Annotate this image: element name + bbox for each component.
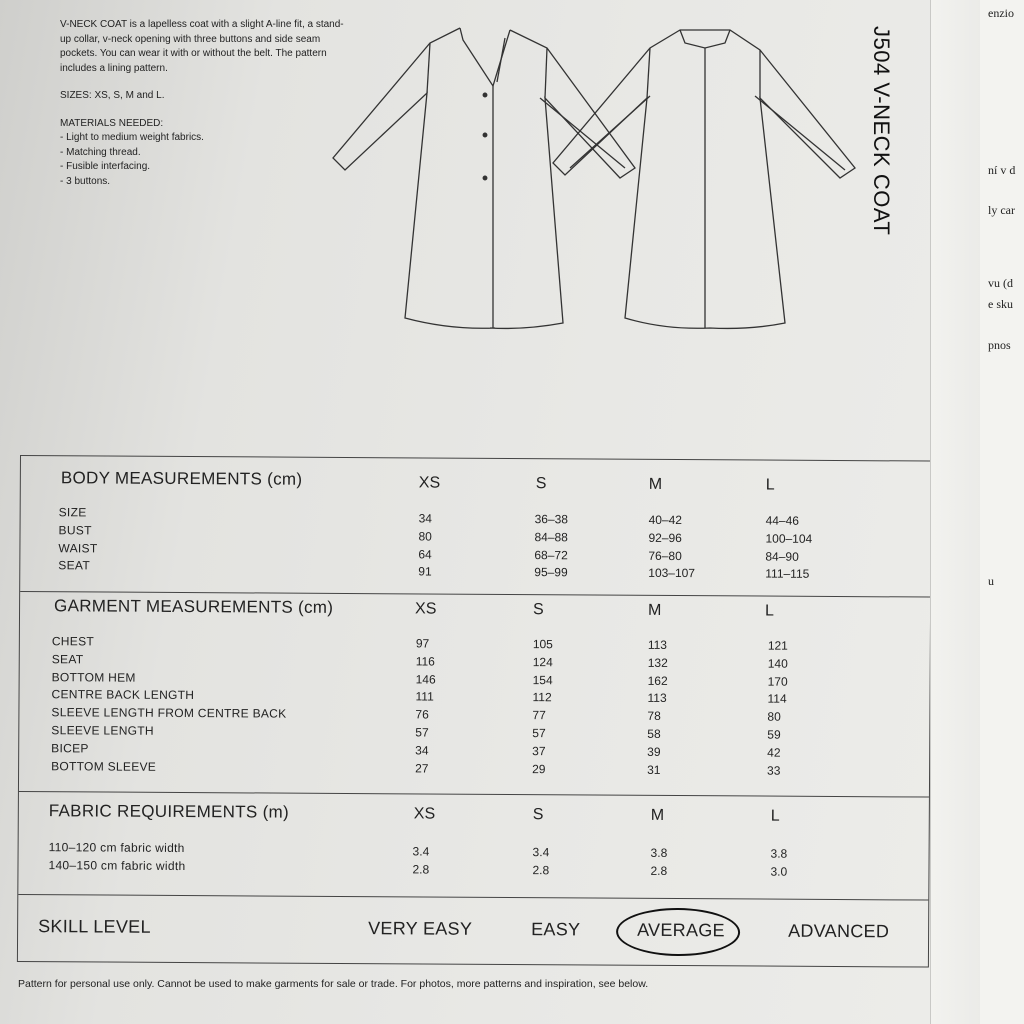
cell-value: 111 [415,689,434,704]
size-header: XS [415,600,437,618]
cell-value: 124 [532,654,553,670]
size-header: S [533,601,544,619]
cell-value: 40–42 [648,512,683,528]
row-label: SLEEVE LENGTH [51,723,154,738]
cell-value: 121 [767,638,788,653]
row-label: BUST [58,523,92,538]
cell-value: 113 [647,691,667,706]
row-label: BOTTOM SLEEVE [51,758,157,774]
coat-front-drawing [333,28,635,328]
m-values [648,512,695,583]
cell-value: 59 [767,727,781,742]
s-values [534,511,568,582]
cell-value: 36–38 [534,512,569,527]
row-labels [58,504,97,575]
skill-level-label: SKILL LEVEL [38,916,151,937]
cell-value: 103–107 [648,566,696,581]
s-values [532,844,549,880]
size-header: S [535,475,547,493]
cell-value: 57 [415,725,429,740]
measurements-table [17,455,930,968]
fragment-text: enzio [988,6,1014,20]
cell-value: 111–115 [765,566,810,582]
fragment-text: ly car [988,203,1015,217]
cell-value: 97 [415,636,430,651]
row-label: CHEST [51,634,95,649]
cell-value: 162 [647,673,668,688]
size-header: L [765,476,775,494]
l-values [770,846,787,882]
material-item: - 3 buttons. [60,175,350,190]
cell-value: 78 [647,709,661,724]
row-labels [48,839,185,875]
xs-values [418,510,432,581]
sizes-line: SIZES: XS, S, M and L. [60,90,165,101]
row-labels [51,633,287,777]
cell-value: 42 [767,745,781,760]
row-label: SLEEVE LENGTH FROM CENTRE BACK [51,705,287,721]
cell-value: 29 [532,761,546,776]
size-header: S [532,806,544,824]
garment-measurements-section [19,591,930,798]
row-label: 110–120 cm fabric width [48,840,185,856]
size-header: L [765,602,775,620]
size-header: M [648,475,663,493]
cell-value: 3.4 [412,844,430,859]
material-item: - Fusible interfacing. [60,160,350,175]
materials-list [60,131,350,189]
cell-value: 3.8 [770,846,788,861]
body-measurements-section [20,456,930,598]
cell-value: 116 [415,654,435,669]
size-header: XS [418,474,441,492]
cell-value: 76 [415,707,429,722]
page-edge [930,0,981,1024]
fragment-text: e sku [988,297,1013,311]
fragment-text: vu (d [988,276,1013,290]
size-header: L [770,807,780,825]
cell-value: 34 [418,511,433,526]
section-title: BODY MEASUREMENTS (cm) [60,468,303,489]
coat-technical-drawing [325,18,865,338]
skill-easy: EASY [531,919,581,940]
cell-value: 3.4 [532,845,550,860]
row-label: SEAT [58,558,91,573]
intro-text [60,18,350,189]
cell-value: 44–46 [765,513,800,528]
cell-value: 92–96 [648,530,682,545]
cell-value: 114 [767,691,787,707]
cell-value: 33 [767,763,781,778]
row-label: CENTRE BACK LENGTH [51,687,195,703]
cell-value: 140 [767,656,788,671]
fragment-text: pnos [988,338,1011,352]
cell-value: 80 [767,709,781,724]
cell-value: 57 [532,726,546,741]
cell-value: 3.8 [650,845,668,860]
size-header: XS [413,805,436,823]
skill-very-easy: VERY EASY [368,918,473,939]
cell-value: 112 [532,690,552,705]
cell-value: 154 [532,672,553,687]
cell-value: 146 [415,672,436,687]
row-label: SIZE [58,505,87,520]
cell-value: 132 [647,655,668,670]
materials-heading: MATERIALS NEEDED: [60,117,164,129]
cell-value: 3.0 [770,864,788,879]
skill-advanced: ADVANCED [788,920,890,942]
row-label: 140–150 cm fabric width [48,857,186,873]
cell-value: 80 [418,529,432,544]
section-title: GARMENT MEASUREMENTS (cm) [54,596,334,617]
section-title: FABRIC REQUIREMENTS (m) [48,801,290,822]
cell-value: 2.8 [650,863,668,878]
cell-value: 2.8 [532,862,550,878]
cell-value: 68–72 [534,547,568,562]
skill-average: AVERAGE [637,919,725,941]
cell-value: 100–104 [765,531,813,546]
xs-values [412,843,429,879]
size-header: M [650,806,665,824]
cell-value: 31 [647,762,661,777]
row-label: BOTTOM HEM [51,669,136,685]
coat-description: V-NECK COAT is a lapelless coat with a slight A-line fit, a stand-up collar, v-neck opening with three buttons and side seam pockets. You can wear it with or without the belt. The pattern includes a lining pattern. [60,19,344,74]
fabric-requirements-section [18,791,929,901]
cell-value: 2.8 [412,862,430,877]
cell-value: 95–99 [534,565,568,580]
cell-value: 91 [418,564,432,579]
cell-value: 64 [418,547,432,562]
cell-value: 105 [532,637,553,652]
m-values [650,845,667,881]
l-values [767,638,788,780]
cell-value: 113 [647,637,668,652]
row-label: WAIST [58,540,98,556]
pattern-title: J504 V-NECK COAT [869,26,894,236]
cell-value: 76–80 [648,548,682,563]
cell-value: 37 [532,743,546,758]
material-item: - Matching thread. [60,146,350,161]
xs-values [415,635,436,777]
cell-value: 77 [532,708,546,723]
size-header: M [648,601,662,619]
material-item: - Light to medium weight fabrics. [60,131,350,146]
cell-value: 34 [415,743,429,758]
usage-footnote: Pattern for personal use only. Cannot be used to make garments for sale or trade. For photos, more patterns and inspiration, see below. [18,978,649,990]
s-values [532,636,553,778]
cell-value: 39 [647,744,661,759]
skill-level-section [18,894,928,967]
row-label: BICEP [51,740,89,756]
fragment-text: ní v d [988,163,1016,177]
coat-back-drawing [553,30,855,328]
l-values [765,513,812,584]
cell-value: 170 [767,674,788,689]
cell-value: 84–90 [765,549,799,564]
cell-value: 84–88 [534,529,568,545]
adjacent-page-fragment [980,0,1024,1024]
fragment-text: u [988,574,994,588]
row-label: SEAT [51,651,84,667]
cell-value: 27 [415,760,429,776]
m-values [647,637,668,779]
cell-value: 58 [647,726,661,741]
